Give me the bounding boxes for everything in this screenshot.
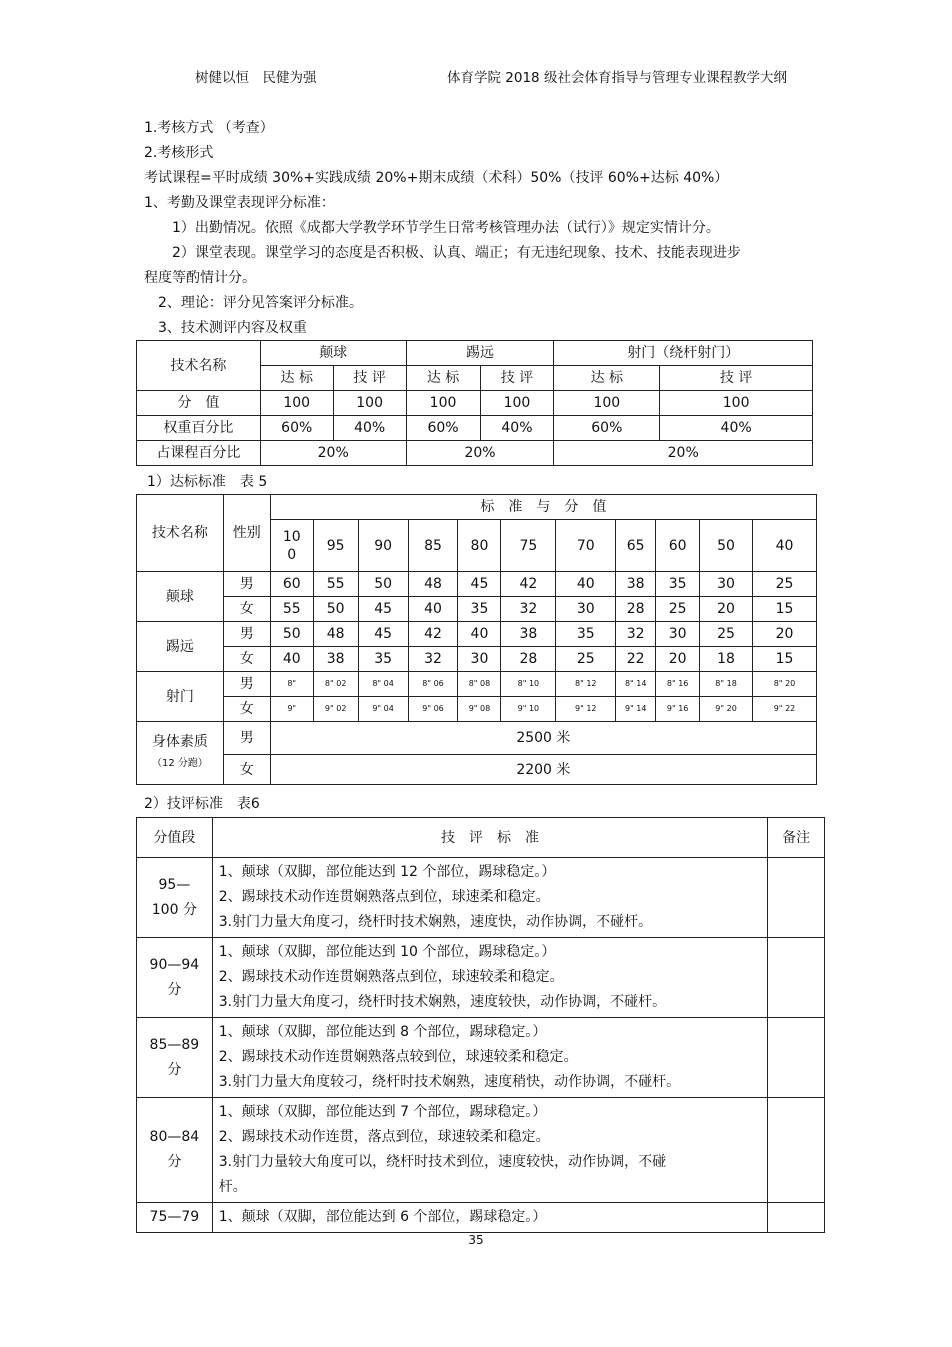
t3-line: 1、颠球（双脚，部位能达到 6 个部位，踢球稳定。） <box>218 1209 547 1225</box>
t2-value: 45 <box>458 572 501 597</box>
t2-skill: 踢远 <box>137 622 224 672</box>
t2-value: 48 <box>313 622 358 647</box>
t2-value: 30 <box>556 597 616 622</box>
t2-value: 50 <box>313 597 358 622</box>
table-row <box>137 572 817 597</box>
t2-value: 30 <box>458 647 501 672</box>
t1-sub: 技 评 <box>333 366 406 391</box>
t2-value: 45 <box>358 622 408 647</box>
t2-value: 9" 06 <box>408 697 458 722</box>
t3-range-header: 分值段 <box>137 818 213 858</box>
t3-line: 1、颠球（双脚，部位能达到 7 个部位，踢球稳定。） <box>218 1104 547 1120</box>
t2-gender: 男 <box>223 572 270 597</box>
t3-note <box>768 858 825 938</box>
t3-line: 2、踢球技术动作连贯娴熟落点到位，球速较柔和稳定。 <box>218 969 564 985</box>
t1-score: 100 <box>480 391 554 416</box>
table-row <box>137 1203 825 1233</box>
t3-note-header: 备注 <box>768 818 825 858</box>
table-row <box>137 672 817 697</box>
t2-skill: 射门 <box>137 672 224 722</box>
t1-score: 100 <box>660 391 813 416</box>
t1-sub: 达 标 <box>406 366 480 391</box>
t1-course: 20% <box>406 441 554 466</box>
t1-weight: 40% <box>333 416 406 441</box>
t2-value: 20 <box>656 647 700 672</box>
table-row <box>137 597 817 622</box>
t2-value: 8" 20 <box>753 672 817 697</box>
t3-standard-header: 技 评 标 准 <box>212 818 768 858</box>
evaluation-table <box>136 817 825 1233</box>
t2-value: 48 <box>408 572 458 597</box>
t2-value: 25 <box>656 597 700 622</box>
t2-value: 8" 02 <box>313 672 358 697</box>
t2-value: 9" <box>270 697 313 722</box>
para-8: 2、理论：评分见答案评分标准。 <box>144 295 363 311</box>
t3-line: 3.射门力量大角度较刁，绕杆时技术娴熟，速度稍快，动作协调，不碰杆。 <box>218 1074 681 1090</box>
t2-value: 8" <box>270 672 313 697</box>
t3-note <box>768 1098 825 1203</box>
t3-range: 75—79 <box>137 1203 213 1233</box>
t1-weight: 40% <box>660 416 813 441</box>
t2-value: 9" 02 <box>313 697 358 722</box>
t2-value: 22 <box>616 647 656 672</box>
t2-value: 32 <box>501 597 556 622</box>
t2-point: 85 <box>408 520 458 572</box>
t2-value: 20 <box>700 597 753 622</box>
t2-value: 9" 10 <box>501 697 556 722</box>
t2-value: 8" 14 <box>616 672 656 697</box>
t2-gender-header: 性别 <box>223 495 270 572</box>
t2-value: 8" 06 <box>408 672 458 697</box>
t2-value: 8" 08 <box>458 672 501 697</box>
para-4: 1、考勤及课堂表现评分标准： <box>144 195 335 211</box>
para-1: 1.考核方式 （考查） <box>144 120 274 136</box>
t3-line: 1、颠球（双脚，部位能达到 8 个部位，踢球稳定。） <box>218 1024 547 1040</box>
t3-desc <box>212 1098 768 1203</box>
t3-range: 85—89 分 <box>137 1018 213 1098</box>
t2-value: 40 <box>270 647 313 672</box>
t1-weight: 40% <box>480 416 554 441</box>
t2-value: 30 <box>700 572 753 597</box>
t2-fitness-male-label: 男 <box>223 722 270 755</box>
t2-gender: 女 <box>223 697 270 722</box>
t2-point: 75 <box>501 520 556 572</box>
t3-line: 3.射门力量大角度刁，绕杆时技术娴熟，速度较快，动作协调，不碰杆。 <box>218 994 667 1010</box>
t1-score: 100 <box>554 391 660 416</box>
t1-sub: 达 标 <box>554 366 660 391</box>
para-5: 1）出勤情况。依照《成都大学教学环节学生日常考核管理办法（试行）》规定实情计分。 <box>144 220 720 236</box>
t2-value: 8" 04 <box>358 672 408 697</box>
t1-course: 20% <box>554 441 813 466</box>
weight-table <box>136 340 813 466</box>
t2-point: 65 <box>616 520 656 572</box>
para-6: 2）课堂表现。课堂学习的态度是否积极、认真、端正；有无违纪现象、技术、技能表现进步 <box>144 245 741 261</box>
fitness-label: 身体素质 <box>151 734 208 750</box>
header-left: 树健以恒 民健为强 <box>195 70 317 86</box>
t2-value: 15 <box>753 647 817 672</box>
t2-value: 9" 14 <box>616 697 656 722</box>
t2-value: 25 <box>700 622 753 647</box>
t2-gender: 男 <box>223 622 270 647</box>
t2-value: 42 <box>501 572 556 597</box>
t2-value: 28 <box>501 647 556 672</box>
t2-value: 25 <box>556 647 616 672</box>
t1-weight: 60% <box>260 416 333 441</box>
t1-course-label: 占课程百分比 <box>137 441 261 466</box>
t2-value: 40 <box>556 572 616 597</box>
t1-score-label: 分 值 <box>137 391 261 416</box>
t3-desc <box>212 858 768 938</box>
t2-value: 42 <box>408 622 458 647</box>
t2-value: 55 <box>270 597 313 622</box>
t2-value: 20 <box>753 622 817 647</box>
t3-note <box>768 1203 825 1233</box>
t2-gender: 女 <box>223 647 270 672</box>
t2-value: 32 <box>616 622 656 647</box>
t2-point: 90 <box>358 520 408 572</box>
t1-sub: 达 标 <box>260 366 333 391</box>
t2-value: 40 <box>458 622 501 647</box>
caption-table6: 2）技评标准 表6 <box>144 796 260 812</box>
t2-value: 35 <box>458 597 501 622</box>
table-row <box>137 647 817 672</box>
para-7: 程度等酌情计分。 <box>144 270 256 286</box>
t1-course: 20% <box>260 441 406 466</box>
t1-sub: 技 评 <box>480 366 554 391</box>
t2-value: 18 <box>700 647 753 672</box>
t1-weight: 60% <box>554 416 660 441</box>
table-row <box>137 622 817 647</box>
t3-line: 2、踢球技术动作连贯娴熟落点到位，球速柔和稳定。 <box>218 889 550 905</box>
t1-score: 100 <box>333 391 406 416</box>
t3-desc <box>212 1018 768 1098</box>
table-row <box>137 1098 825 1203</box>
para-2: 2.考核形式 <box>144 145 214 161</box>
t2-value: 35 <box>358 647 408 672</box>
t1-score: 100 <box>406 391 480 416</box>
t2-standard-header: 标 准 与 分 值 <box>270 495 816 520</box>
t2-value: 60 <box>270 572 313 597</box>
t2-point: 10 0 <box>270 520 313 572</box>
t3-line: 1、颠球（双脚，部位能达到 12 个部位，踢球稳定。） <box>218 864 556 880</box>
t2-value: 15 <box>753 597 817 622</box>
t3-line: 3.射门力量较大角度可以，绕杆时技术到位，速度较快，动作协调，不碰 <box>218 1154 667 1170</box>
t3-note <box>768 1018 825 1098</box>
t2-value: 8" 16 <box>656 672 700 697</box>
table-row <box>137 697 817 722</box>
t2-fitness-female: 2200 米 <box>270 755 816 785</box>
t2-value: 50 <box>270 622 313 647</box>
t2-skill: 颠球 <box>137 572 224 622</box>
t2-value: 9" 12 <box>556 697 616 722</box>
t2-point: 60 <box>656 520 700 572</box>
t2-name-header: 技术名称 <box>137 495 224 572</box>
t2-value: 40 <box>408 597 458 622</box>
t1-weight: 60% <box>406 416 480 441</box>
t3-range: 80—84 分 <box>137 1098 213 1203</box>
t1-group: 颠球 <box>260 341 406 366</box>
header-right: 体育学院 2018 级社会体育指导与管理专业课程教学大纲 <box>447 70 787 86</box>
t2-fitness-male: 2500 米 <box>270 722 816 755</box>
caption-table5: 1）达标标准 表 5 <box>147 474 268 490</box>
t2-point: 80 <box>458 520 501 572</box>
t2-value: 8" 12 <box>556 672 616 697</box>
t3-line: 杆。 <box>218 1179 247 1195</box>
t2-value: 45 <box>358 597 408 622</box>
t2-value: 30 <box>656 622 700 647</box>
t2-value: 25 <box>753 572 817 597</box>
t2-value: 35 <box>556 622 616 647</box>
t1-group: 射门（绕杆射门） <box>554 341 813 366</box>
table-row <box>137 1018 825 1098</box>
t2-value: 38 <box>501 622 556 647</box>
para-9: 3、技术测评内容及权重 <box>144 320 307 336</box>
t3-line: 2、踢球技术动作连贯，落点到位，球速较柔和稳定。 <box>218 1129 550 1145</box>
table-row <box>137 858 825 938</box>
t3-line: 1、颠球（双脚，部位能达到 10 个部位，踢球稳定。） <box>218 944 556 960</box>
t2-value: 9" 16 <box>656 697 700 722</box>
t3-range: 90—94 分 <box>137 938 213 1018</box>
t1-weight-label: 权重百分比 <box>137 416 261 441</box>
t2-value: 28 <box>616 597 656 622</box>
t2-value: 9" 04 <box>358 697 408 722</box>
fitness-sub: （12 分跑） <box>151 758 208 769</box>
t2-value: 55 <box>313 572 358 597</box>
t3-range: 95— 100 分 <box>137 858 213 938</box>
para-3: 考试课程=平时成绩 30%+实践成绩 20%+期末成绩（术科）50%（技评 60%+达标 40%） <box>144 170 729 186</box>
t1-group: 踢远 <box>406 341 554 366</box>
t2-point: 40 <box>753 520 817 572</box>
t1-name-header: 技术名称 <box>137 341 261 391</box>
t2-value: 8" 18 <box>700 672 753 697</box>
t2-point: 70 <box>556 520 616 572</box>
t3-note <box>768 938 825 1018</box>
t3-line: 2、踢球技术动作连贯娴熟落点较到位，球速较柔和稳定。 <box>218 1049 578 1065</box>
t2-point: 95 <box>313 520 358 572</box>
t2-gender: 女 <box>223 597 270 622</box>
t2-fitness-female-label: 女 <box>223 755 270 785</box>
t2-value: 9" 08 <box>458 697 501 722</box>
t2-fitness-label <box>137 722 224 785</box>
t3-desc <box>212 938 768 1018</box>
t2-value: 50 <box>358 572 408 597</box>
t2-value: 38 <box>616 572 656 597</box>
t2-gender: 男 <box>223 672 270 697</box>
t2-value: 9" 20 <box>700 697 753 722</box>
page-number: 35 <box>468 1233 484 1247</box>
t2-point: 50 <box>700 520 753 572</box>
t3-desc <box>212 1203 768 1233</box>
t2-value: 32 <box>408 647 458 672</box>
t2-value: 35 <box>656 572 700 597</box>
t1-score: 100 <box>260 391 333 416</box>
t1-sub: 技 评 <box>660 366 813 391</box>
t2-value: 8" 10 <box>501 672 556 697</box>
t3-line: 3.射门力量大角度刁，绕杆时技术娴熟，速度快，动作协调，不碰杆。 <box>218 914 653 930</box>
t2-value: 9" 22 <box>753 697 817 722</box>
t2-value: 38 <box>313 647 358 672</box>
standard-table <box>136 494 817 785</box>
table-row <box>137 938 825 1018</box>
